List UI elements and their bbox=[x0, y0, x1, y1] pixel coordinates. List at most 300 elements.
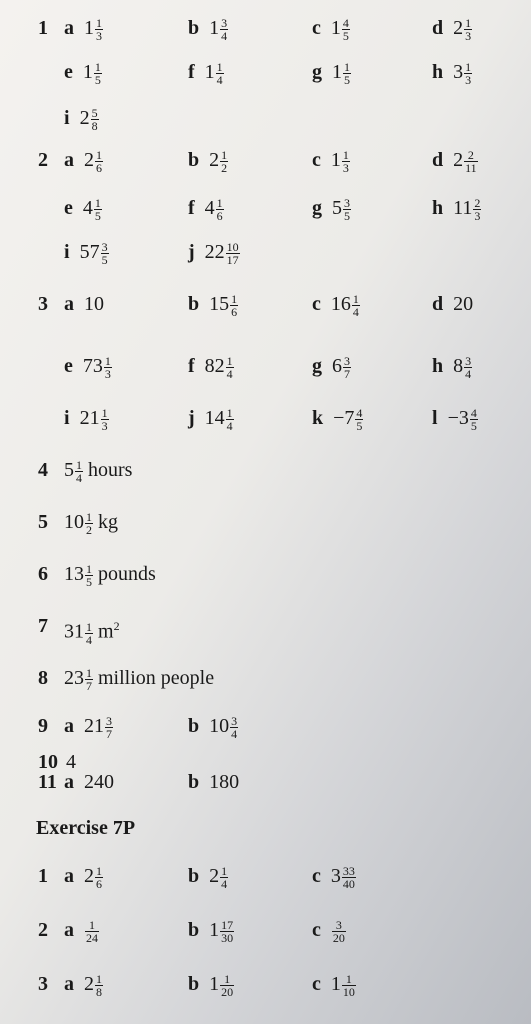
denominator: 4 bbox=[216, 72, 223, 87]
denominator: 11 bbox=[465, 160, 477, 175]
numerator: 3 bbox=[221, 15, 228, 30]
answer-value bbox=[209, 964, 234, 1004]
denominator: 3 bbox=[101, 418, 108, 433]
numerator: 4 bbox=[470, 405, 477, 420]
answer-row bbox=[0, 346, 531, 386]
whole-number: 23 bbox=[64, 667, 84, 689]
answer-item bbox=[64, 554, 156, 594]
whole-number: 82 bbox=[204, 355, 225, 377]
answer-value bbox=[64, 450, 132, 490]
fraction bbox=[85, 919, 99, 944]
answer-item bbox=[188, 398, 234, 438]
denominator: 6 bbox=[96, 876, 102, 891]
answer-value bbox=[453, 140, 478, 180]
answer-item bbox=[64, 52, 102, 92]
answer-row bbox=[0, 964, 531, 1004]
denominator: 3 bbox=[104, 366, 111, 381]
part-label: h bbox=[432, 197, 444, 219]
denominator: 3 bbox=[474, 208, 481, 223]
whole-number: 5 bbox=[64, 459, 74, 481]
answer-item bbox=[64, 964, 103, 1004]
question-number: 1 bbox=[38, 17, 48, 39]
answer-item bbox=[432, 188, 481, 228]
part-label: g bbox=[312, 61, 322, 83]
fraction bbox=[95, 973, 103, 998]
question-number: 11 bbox=[38, 771, 57, 793]
answer-value bbox=[205, 52, 224, 92]
denominator: 5 bbox=[470, 418, 477, 433]
answer-value bbox=[453, 188, 481, 228]
part-label: a bbox=[64, 17, 74, 39]
denominator: 40 bbox=[342, 876, 355, 891]
part-label: e bbox=[64, 355, 73, 377]
numerator: 1 bbox=[221, 863, 228, 878]
answer-item bbox=[312, 398, 363, 438]
whole-number: 1 bbox=[209, 919, 220, 941]
answer-item bbox=[64, 284, 104, 324]
answer-value bbox=[84, 8, 103, 48]
answer-row bbox=[0, 502, 531, 542]
answer-value bbox=[84, 964, 103, 1004]
answer-item bbox=[64, 762, 114, 802]
numerator: 1 bbox=[226, 353, 233, 368]
answer-item bbox=[64, 98, 99, 138]
part-label: b bbox=[188, 715, 200, 737]
answer-item bbox=[312, 964, 356, 1004]
fraction bbox=[75, 459, 83, 484]
part-label: c bbox=[312, 149, 321, 171]
part-label: d bbox=[432, 149, 444, 171]
answer-item bbox=[64, 502, 118, 542]
question-number: 7 bbox=[38, 615, 48, 637]
answer-value bbox=[83, 188, 102, 228]
answer-value bbox=[205, 188, 224, 228]
fraction bbox=[220, 17, 228, 42]
numerator: 1 bbox=[94, 59, 101, 74]
fraction bbox=[95, 17, 103, 42]
part-label: c bbox=[312, 865, 321, 887]
part-label: h bbox=[432, 61, 444, 83]
answer-item bbox=[64, 658, 214, 698]
numerator: 1 bbox=[216, 59, 223, 74]
answer-value bbox=[64, 658, 214, 698]
answer-row bbox=[0, 658, 531, 698]
answer-value bbox=[84, 140, 103, 180]
fraction bbox=[352, 293, 360, 318]
answer-value bbox=[331, 8, 350, 48]
part-label: d bbox=[432, 293, 444, 315]
answer-item bbox=[188, 346, 234, 386]
answer-item bbox=[312, 188, 351, 228]
part-label: a bbox=[64, 715, 74, 737]
fraction bbox=[464, 355, 472, 380]
denominator: 17 bbox=[226, 252, 239, 267]
numerator: 3 bbox=[344, 353, 350, 368]
fraction bbox=[464, 149, 478, 174]
answer-value bbox=[80, 232, 109, 272]
fraction bbox=[94, 61, 102, 86]
numerator: 2 bbox=[467, 147, 474, 162]
whole-number: 31 bbox=[64, 620, 84, 643]
denominator: 10 bbox=[342, 984, 355, 999]
part-label: k bbox=[312, 407, 324, 429]
question-number: 8 bbox=[38, 667, 48, 689]
fraction bbox=[220, 973, 234, 998]
answer-row bbox=[0, 606, 531, 646]
numerator: 1 bbox=[221, 147, 228, 162]
whole-number: 1 bbox=[84, 17, 94, 39]
part-label: b bbox=[188, 17, 200, 39]
answer-value bbox=[83, 52, 102, 92]
denominator: 7 bbox=[106, 726, 112, 741]
part-label: a bbox=[64, 865, 74, 887]
numerator: 1 bbox=[96, 971, 102, 986]
fraction bbox=[85, 511, 93, 536]
whole-number: 8 bbox=[453, 355, 464, 377]
answer-item bbox=[432, 398, 478, 438]
answer-item bbox=[432, 284, 473, 324]
numerator: 17 bbox=[221, 917, 234, 932]
answer-item bbox=[64, 398, 109, 438]
whole-number: 1 bbox=[330, 973, 341, 995]
numerator: 1 bbox=[96, 863, 102, 878]
part-label: a bbox=[64, 973, 74, 995]
denominator: 8 bbox=[96, 984, 102, 999]
denominator: 4 bbox=[231, 726, 238, 741]
unit-text: kg bbox=[93, 511, 118, 533]
denominator: 7 bbox=[86, 678, 92, 693]
whole-number: 1 bbox=[209, 17, 220, 39]
answer-row bbox=[0, 910, 531, 950]
whole-number: 15 bbox=[209, 293, 230, 315]
question-number: 6 bbox=[38, 563, 48, 585]
denominator: 20 bbox=[221, 984, 234, 999]
answer-row bbox=[0, 232, 531, 272]
answer-value bbox=[453, 346, 472, 386]
part-label: g bbox=[312, 197, 322, 219]
part-label: e bbox=[64, 61, 73, 83]
denominator: 5 bbox=[86, 574, 92, 589]
answer-value bbox=[453, 8, 472, 48]
part-label: b bbox=[188, 771, 200, 793]
whole-number: 10 bbox=[64, 511, 84, 533]
answer-item bbox=[432, 346, 472, 386]
whole-number: 2 bbox=[79, 107, 90, 129]
question-number: 1 bbox=[38, 865, 48, 887]
answer-item bbox=[432, 52, 472, 92]
numerator: 1 bbox=[344, 59, 350, 74]
unit-text: hours bbox=[83, 459, 133, 481]
answer-item bbox=[188, 140, 228, 180]
part-label: a bbox=[64, 149, 74, 171]
fraction bbox=[342, 149, 350, 174]
whole-number: 1 bbox=[82, 61, 93, 83]
question-number: 9 bbox=[38, 715, 48, 737]
fraction bbox=[343, 61, 351, 86]
denominator: 2 bbox=[221, 160, 228, 175]
fraction bbox=[355, 407, 363, 432]
fraction bbox=[95, 149, 103, 174]
whole-number: 1 bbox=[209, 973, 220, 995]
whole-number: 21 bbox=[84, 715, 104, 737]
whole-number: 22 bbox=[204, 241, 225, 263]
part-label: a bbox=[64, 919, 74, 941]
answer-value bbox=[205, 346, 234, 386]
answer-value bbox=[205, 232, 240, 272]
answer-item bbox=[188, 52, 224, 92]
whole-number: 240 bbox=[84, 771, 114, 793]
whole-number: 2 bbox=[209, 865, 220, 887]
answer-value bbox=[332, 346, 351, 386]
answer-value bbox=[209, 910, 234, 950]
whole-number: 57 bbox=[79, 241, 100, 263]
answer-value bbox=[209, 762, 239, 802]
part-label: c bbox=[312, 293, 321, 315]
whole-number: 11 bbox=[453, 197, 473, 219]
denominator: 5 bbox=[344, 72, 350, 87]
answer-value bbox=[209, 856, 228, 896]
fraction bbox=[216, 61, 224, 86]
answer-item bbox=[188, 762, 239, 802]
fraction bbox=[230, 715, 238, 740]
answer-value bbox=[205, 398, 234, 438]
answer-item bbox=[312, 284, 360, 324]
fraction bbox=[91, 107, 99, 132]
denominator: 7 bbox=[344, 366, 350, 381]
answer-row bbox=[0, 856, 531, 896]
whole-number: 1 bbox=[332, 61, 342, 83]
fraction bbox=[470, 407, 478, 432]
answer-row bbox=[0, 706, 531, 746]
question-number: 10 bbox=[38, 751, 58, 773]
whole-number: 2 bbox=[453, 149, 464, 171]
numerator: 1 bbox=[86, 619, 92, 634]
part-label: i bbox=[64, 107, 70, 129]
part-label: c bbox=[312, 973, 321, 995]
fraction bbox=[220, 919, 234, 944]
answer-row bbox=[0, 8, 531, 48]
answer-row bbox=[0, 398, 531, 438]
whole-number: 2 bbox=[84, 149, 94, 171]
answer-row bbox=[0, 140, 531, 180]
numerator: 3 bbox=[344, 195, 350, 210]
answer-item bbox=[312, 140, 350, 180]
fraction bbox=[342, 973, 356, 998]
numerator: 3 bbox=[106, 713, 112, 728]
answer-item bbox=[188, 232, 240, 272]
unit-text: million people bbox=[93, 667, 215, 689]
numerator: 1 bbox=[352, 291, 359, 306]
whole-number: 5 bbox=[332, 197, 342, 219]
answer-row bbox=[0, 450, 531, 490]
fraction bbox=[216, 197, 224, 222]
answer-value bbox=[331, 140, 350, 180]
whole-number: 10 bbox=[209, 715, 230, 737]
denominator: 6 bbox=[216, 208, 223, 223]
answer-item bbox=[432, 8, 472, 48]
whole-number: 3 bbox=[453, 61, 464, 83]
part-label: b bbox=[188, 293, 200, 315]
part-label: g bbox=[312, 355, 322, 377]
fraction bbox=[230, 293, 238, 318]
part-label: b bbox=[188, 919, 200, 941]
denominator: 6 bbox=[96, 160, 102, 175]
fraction bbox=[85, 667, 93, 692]
question-number: 3 bbox=[38, 293, 48, 315]
answer-row bbox=[0, 188, 531, 228]
answer-value bbox=[332, 188, 351, 228]
denominator: 4 bbox=[226, 366, 233, 381]
answer-item bbox=[64, 188, 102, 228]
whole-number: 2 bbox=[84, 973, 94, 995]
part-label: c bbox=[312, 919, 321, 941]
fraction bbox=[332, 919, 346, 944]
numerator: 1 bbox=[465, 15, 472, 30]
denominator: 4 bbox=[352, 304, 359, 319]
answer-row bbox=[0, 554, 531, 594]
denominator: 8 bbox=[91, 118, 98, 133]
answer-value bbox=[453, 284, 473, 324]
answer-item bbox=[188, 284, 238, 324]
answer-item bbox=[312, 910, 346, 950]
answer-item bbox=[64, 910, 99, 950]
answer-row bbox=[0, 284, 531, 324]
part-label: f bbox=[188, 355, 195, 377]
fraction bbox=[105, 715, 113, 740]
denominator: 5 bbox=[356, 418, 363, 433]
denominator: 4 bbox=[86, 632, 92, 647]
part-label: i bbox=[64, 407, 70, 429]
fraction bbox=[473, 197, 481, 222]
answer-row bbox=[0, 98, 531, 138]
whole-number: 16 bbox=[330, 293, 351, 315]
denominator: 4 bbox=[465, 366, 472, 381]
answer-item bbox=[312, 8, 350, 48]
denominator: 3 bbox=[465, 72, 472, 87]
numerator: 1 bbox=[342, 147, 349, 162]
answer-value bbox=[84, 284, 104, 324]
denominator: 3 bbox=[465, 28, 472, 43]
denominator: 5 bbox=[101, 252, 108, 267]
answer-value bbox=[64, 502, 118, 542]
fraction bbox=[226, 355, 234, 380]
answer-value bbox=[84, 910, 99, 950]
numerator: 1 bbox=[96, 147, 102, 162]
fraction bbox=[85, 621, 93, 646]
fraction bbox=[104, 355, 112, 380]
numerator: 2 bbox=[474, 195, 481, 210]
numerator: 3 bbox=[465, 353, 472, 368]
numerator: 1 bbox=[345, 971, 352, 986]
fraction bbox=[342, 17, 350, 42]
whole-number: 180 bbox=[209, 771, 240, 793]
fraction bbox=[220, 865, 228, 890]
answer-item bbox=[64, 8, 103, 48]
denominator: 5 bbox=[344, 208, 350, 223]
numerator: 1 bbox=[216, 195, 223, 210]
answer-value bbox=[331, 284, 360, 324]
part-label: c bbox=[312, 17, 321, 39]
answer-item bbox=[188, 706, 238, 746]
numerator: 5 bbox=[91, 105, 98, 120]
fraction bbox=[464, 17, 472, 42]
fraction bbox=[343, 355, 351, 380]
question-number: 2 bbox=[38, 919, 48, 941]
denominator: 5 bbox=[94, 72, 101, 87]
question-number: 2 bbox=[38, 149, 48, 171]
denominator: 24 bbox=[86, 930, 98, 945]
answer-item bbox=[64, 140, 103, 180]
answer-value bbox=[83, 346, 112, 386]
part-label: b bbox=[188, 149, 200, 171]
answer-value bbox=[331, 856, 356, 896]
numerator: 1 bbox=[224, 971, 231, 986]
numerator: 1 bbox=[101, 405, 108, 420]
answer-value bbox=[80, 98, 99, 138]
part-label: e bbox=[64, 197, 73, 219]
fraction bbox=[94, 197, 102, 222]
superscript: 2 bbox=[113, 619, 120, 633]
numerator: 3 bbox=[101, 239, 108, 254]
part-label: l bbox=[432, 407, 438, 429]
whole-number: 14 bbox=[204, 407, 225, 429]
answer-item bbox=[188, 910, 234, 950]
denominator: 5 bbox=[94, 208, 101, 223]
answer-item bbox=[188, 188, 224, 228]
answer-value bbox=[209, 706, 238, 746]
denominator: 4 bbox=[221, 28, 228, 43]
answer-value bbox=[64, 554, 156, 594]
numerator: 1 bbox=[94, 195, 101, 210]
whole-number: −3 bbox=[447, 407, 469, 429]
answer-value bbox=[333, 398, 363, 438]
unit-text: pounds bbox=[93, 563, 156, 585]
question-number: 3 bbox=[38, 973, 48, 995]
whole-number: 3 bbox=[330, 865, 341, 887]
whole-number: 2 bbox=[209, 149, 220, 171]
denominator: 4 bbox=[226, 418, 233, 433]
whole-number: 21 bbox=[79, 407, 100, 429]
fraction bbox=[464, 61, 472, 86]
whole-number: 13 bbox=[64, 563, 84, 585]
numerator: 1 bbox=[89, 917, 95, 932]
numerator: 33 bbox=[342, 863, 355, 878]
numerator: 1 bbox=[104, 353, 111, 368]
numerator: 1 bbox=[86, 561, 92, 576]
denominator: 20 bbox=[332, 930, 345, 945]
part-label: f bbox=[188, 61, 195, 83]
fraction bbox=[220, 149, 228, 174]
denominator: 6 bbox=[231, 304, 238, 319]
whole-number: −7 bbox=[333, 407, 355, 429]
denominator: 5 bbox=[342, 28, 349, 43]
whole-number: 4 bbox=[204, 197, 215, 219]
answer-value bbox=[84, 856, 103, 896]
answer-item bbox=[432, 140, 478, 180]
numerator: 1 bbox=[86, 665, 92, 680]
whole-number: 4 bbox=[82, 197, 93, 219]
answer-value bbox=[209, 140, 228, 180]
numerator: 10 bbox=[226, 239, 239, 254]
answer-item bbox=[188, 856, 228, 896]
question-number: 5 bbox=[38, 511, 48, 533]
numerator: 1 bbox=[76, 457, 82, 472]
answer-value bbox=[84, 762, 114, 802]
answer-item bbox=[64, 450, 132, 490]
fraction bbox=[101, 407, 109, 432]
answer-value bbox=[64, 606, 120, 652]
denominator: 3 bbox=[96, 28, 102, 43]
